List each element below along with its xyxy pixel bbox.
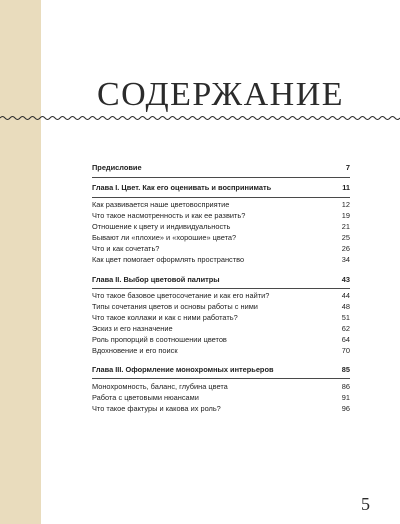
toc-entry[interactable] — [92, 403, 350, 414]
toc-entry-label: Как развивается наше цветовосприятие — [92, 200, 230, 209]
toc-entry-chapter-3[interactable] — [92, 364, 350, 375]
section-rule — [92, 197, 350, 198]
toc-entry-page: 85 — [341, 365, 350, 374]
toc-entry-page: 96 — [341, 404, 350, 413]
toc-entry-label: Роль пропорций в соотношении цветов — [92, 335, 227, 344]
toc-entry-page: 62 — [341, 324, 350, 333]
toc-entry-label: Эскиз и его назначение — [92, 324, 173, 333]
toc-entry-page: 12 — [341, 200, 350, 209]
toc-entry-preface[interactable] — [92, 162, 350, 173]
toc-entry[interactable] — [92, 323, 350, 334]
toc-entry-label: Работа с цветовыми нюансами — [92, 393, 199, 402]
toc-entry-page: 43 — [341, 275, 350, 284]
toc-entry-label: Что такое коллажи и как с ними работать? — [92, 313, 238, 322]
toc-entry[interactable] — [92, 290, 350, 301]
wavy-divider — [0, 114, 400, 122]
toc-entry-page: 91 — [341, 393, 350, 402]
toc-entry-label: Глава I. Цвет. Как его оценивать и воспринимать — [92, 183, 272, 192]
toc-entry-page: 7 — [345, 163, 350, 172]
toc-entry-label: Глава II. Выбор цветовой палитры — [92, 275, 220, 284]
toc-entry-label: Вдохновение и его поиск — [92, 346, 178, 355]
toc-entry[interactable] — [92, 301, 350, 312]
toc-entry[interactable] — [92, 221, 350, 232]
toc-entry-page: 64 — [341, 335, 350, 344]
toc-entry-label: Бывают ли «плохие» и «хорошие» цвета? — [92, 233, 237, 242]
toc-entry[interactable] — [92, 254, 350, 265]
toc-entry-label: Предисловие — [92, 163, 142, 172]
toc-entry-label: Монохромность, баланс, глубина цвета — [92, 382, 228, 391]
toc-entry-page: 19 — [341, 211, 350, 220]
toc-entry-page: 48 — [341, 302, 350, 311]
toc-entry[interactable] — [92, 334, 350, 345]
section-rule — [92, 288, 350, 289]
toc-entry-page: 25 — [341, 233, 350, 242]
toc-entry[interactable] — [92, 243, 350, 254]
toc-entry-label: Как цвет помогает оформлять пространство — [92, 255, 245, 264]
toc-entry-chapter-2[interactable] — [92, 274, 350, 285]
decorative-side-strip — [0, 0, 41, 524]
toc-entry-chapter-1[interactable] — [92, 182, 350, 193]
toc-entry[interactable] — [92, 345, 350, 356]
toc-entry-page: 44 — [341, 291, 350, 300]
toc-entry-page: 11 — [342, 183, 350, 192]
toc-entry-label: Что такое базовое цветосочетание и как его найти? — [92, 291, 270, 300]
toc-entry[interactable] — [92, 210, 350, 221]
toc-entry-label: Что такое насмотренность и как ее развить? — [92, 211, 246, 220]
section-rule — [92, 378, 350, 379]
toc-entry[interactable] — [92, 392, 350, 403]
toc-entry-page: 70 — [341, 346, 350, 355]
page-number: 5 — [361, 494, 370, 514]
toc-entry[interactable] — [92, 312, 350, 323]
toc-entry-page: 21 — [341, 222, 350, 231]
toc-entry-label: Что такое фактуры и какова их роль? — [92, 404, 221, 413]
toc-entry[interactable] — [92, 232, 350, 243]
toc-entry-page: 51 — [341, 313, 350, 322]
section-rule — [92, 177, 350, 178]
toc-entry-label: Типы сочетания цветов и основы работы с ними — [92, 302, 258, 311]
toc-entry-page: 26 — [341, 244, 350, 253]
toc-entry-label: Что и как сочетать? — [92, 244, 160, 253]
toc-entry[interactable] — [92, 199, 350, 210]
toc-entry[interactable] — [92, 381, 350, 392]
toc-entry-page: 34 — [341, 255, 350, 264]
toc-entry-label: Глава III. Оформление монохромных интерьеров — [92, 365, 274, 374]
toc-entry-label: Отношение к цвету и индивидуальность — [92, 222, 231, 231]
toc-entry-page: 86 — [341, 382, 350, 391]
page-title: СОДЕРЖАНИЕ — [96, 76, 345, 113]
